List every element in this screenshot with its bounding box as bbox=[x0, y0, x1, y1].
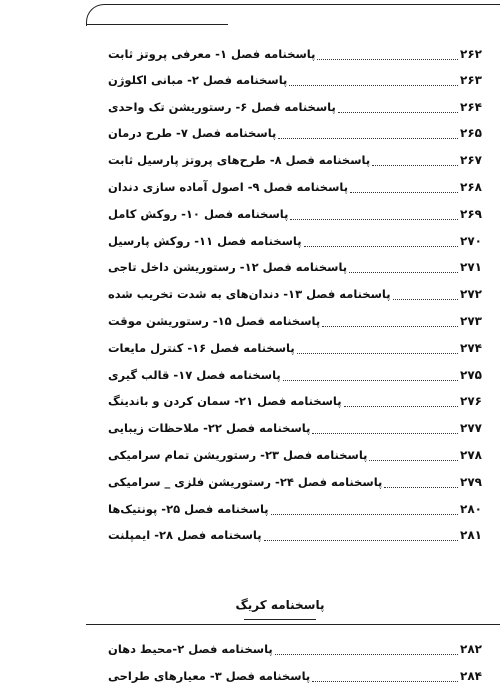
toc-entry-title: پاسخنامه فصل ۳- معیارهای طراحی bbox=[108, 669, 311, 683]
toc-entry bbox=[108, 337, 486, 359]
top-decorative-curve bbox=[86, 4, 500, 26]
toc-entry-page: ۲۶۴ bbox=[460, 100, 482, 114]
dot-leader bbox=[290, 207, 458, 220]
toc-entry-title: پاسخنامه فصل ۲- مبانی اکلوژن bbox=[108, 73, 288, 87]
toc-entry-page: ۲۷۲ bbox=[460, 287, 482, 301]
dot-leader bbox=[289, 73, 458, 86]
toc-entry bbox=[108, 176, 486, 198]
toc-entry bbox=[108, 310, 486, 332]
toc-entry-page: ۲۷۶ bbox=[460, 394, 482, 408]
section-heading-craig bbox=[0, 596, 500, 626]
toc-entry-title: پاسخنامه فصل ۲-محیط دهان bbox=[108, 642, 273, 656]
dot-leader bbox=[350, 180, 458, 193]
toc-entry bbox=[108, 96, 486, 118]
toc-entry-title: پاسخنامه فصل ۲۱- سمان کردن و باندینگ bbox=[108, 394, 342, 408]
toc-entry-title: پاسخنامه فصل ۱- معرفی پروتز ثابت bbox=[108, 47, 316, 61]
toc-entry bbox=[108, 498, 486, 520]
dot-leader bbox=[349, 260, 458, 273]
toc-entry bbox=[108, 417, 486, 439]
toc-entry-title: پاسخنامه فصل ۹- اصول آماده سازی دندان bbox=[108, 180, 349, 194]
toc-entry-page: ۲۸۱ bbox=[460, 528, 482, 542]
toc-entry bbox=[108, 283, 486, 305]
toc-entry-page: ۲۸۴ bbox=[460, 669, 482, 683]
toc-entry bbox=[108, 524, 486, 546]
toc-entry bbox=[108, 122, 486, 144]
toc-entry-title: پاسخنامه فصل ۱۷- قالب گیری bbox=[108, 368, 281, 382]
toc-entry-title: پاسخنامه فصل ۱۲- رستوریشن داخل تاجی bbox=[108, 260, 348, 274]
toc-entry bbox=[108, 444, 486, 466]
toc-entry bbox=[108, 471, 486, 493]
top-decorative-rule bbox=[86, 24, 228, 25]
toc-entry-page: ۲۶۹ bbox=[460, 207, 482, 221]
toc-entry bbox=[108, 665, 486, 687]
toc-entry-title: پاسخنامه فصل ۱۶- کنترل مایعات bbox=[108, 341, 295, 355]
toc-entry-title: پاسخنامه فصل ۱۳- دندان‌های به شدت تخریب شده bbox=[108, 287, 391, 301]
toc-entry bbox=[108, 390, 486, 412]
toc-entry-page: ۲۶۳ bbox=[460, 73, 482, 87]
toc-entry-title: پاسخنامه فصل ۱۱- روکش پارسیل bbox=[108, 234, 302, 248]
dot-leader bbox=[304, 234, 458, 247]
dot-leader bbox=[322, 314, 458, 327]
dot-leader bbox=[312, 421, 458, 434]
toc-entry-title: پاسخنامه فصل ۲۴- رستوریشن فلزی _ سرامیکی bbox=[108, 475, 383, 489]
dot-leader bbox=[369, 448, 458, 461]
toc-entry-page: ۲۷۴ bbox=[460, 341, 482, 355]
toc-entry bbox=[108, 149, 486, 171]
toc-entry-title: پاسخنامه فصل ۲۳- رستوریشن تمام سرامیکی bbox=[108, 448, 368, 462]
heading-underline bbox=[244, 619, 316, 620]
dot-leader bbox=[317, 47, 458, 60]
dot-leader bbox=[338, 100, 458, 113]
toc-entry-title: پاسخنامه فصل ۲۲- ملاحظات زیبایی bbox=[108, 421, 311, 435]
toc-entry bbox=[108, 69, 486, 91]
toc-entry-page: ۲۶۲ bbox=[460, 47, 482, 61]
section-heading-label: پاسخنامه کریگ bbox=[235, 598, 325, 612]
toc-entry bbox=[108, 638, 486, 660]
toc-entry bbox=[108, 203, 486, 225]
toc-entry-page: ۲۷۰ bbox=[460, 234, 482, 248]
dot-leader bbox=[372, 153, 458, 166]
toc-entry-page: ۲۷۵ bbox=[460, 368, 482, 382]
toc-entry bbox=[108, 230, 486, 252]
toc-entry-page: ۲۸۰ bbox=[460, 502, 482, 516]
dot-leader bbox=[344, 394, 458, 407]
toc-entry-page: ۲۷۳ bbox=[460, 314, 482, 328]
toc-entry-title: پاسخنامه فصل ۲۸- ایمپلنت bbox=[108, 528, 262, 542]
dot-leader bbox=[271, 502, 458, 515]
dot-leader bbox=[384, 475, 458, 488]
toc-entry-page: ۲۷۹ bbox=[460, 475, 482, 489]
toc-entry-page: ۲۷۱ bbox=[460, 260, 482, 274]
dot-leader bbox=[278, 126, 458, 139]
toc-entry-page: ۲۷۸ bbox=[460, 448, 482, 462]
toc-entry-title: پاسخنامه فصل ۷- طرح درمان bbox=[108, 126, 277, 140]
dot-leader bbox=[264, 528, 458, 541]
section-divider-line bbox=[86, 624, 500, 625]
toc-entry-title: پاسخنامه فصل ۲۵- پونتیک‌ها bbox=[108, 502, 269, 516]
dot-leader bbox=[312, 669, 458, 682]
toc-entry-title: پاسخنامه فصل ۸- طرح‌های پروتز پارسیل ثابت bbox=[108, 153, 371, 167]
toc-entry-page: ۲۸۲ bbox=[460, 642, 482, 656]
dot-leader bbox=[297, 341, 458, 354]
toc-entry bbox=[108, 43, 486, 65]
toc-entry-page: ۲۶۵ bbox=[460, 126, 482, 140]
toc-entry-title: پاسخنامه فصل ۶- رستوریشن تک واحدی bbox=[108, 100, 336, 114]
toc-entry bbox=[108, 364, 486, 386]
toc-entry-page: ۲۷۷ bbox=[460, 421, 482, 435]
dot-leader bbox=[393, 287, 458, 300]
toc-entry-title: پاسخنامه فصل ۱۰- روکش کامل bbox=[108, 207, 289, 221]
toc-entry-page: ۲۶۸ bbox=[460, 180, 482, 194]
toc-entry-title: پاسخنامه فصل ۱۵- رستوریشن موقت bbox=[108, 314, 321, 328]
dot-leader bbox=[283, 368, 458, 381]
toc-entry-page: ۲۶۷ bbox=[460, 153, 482, 167]
dot-leader bbox=[275, 642, 458, 655]
toc-entry bbox=[108, 256, 486, 278]
